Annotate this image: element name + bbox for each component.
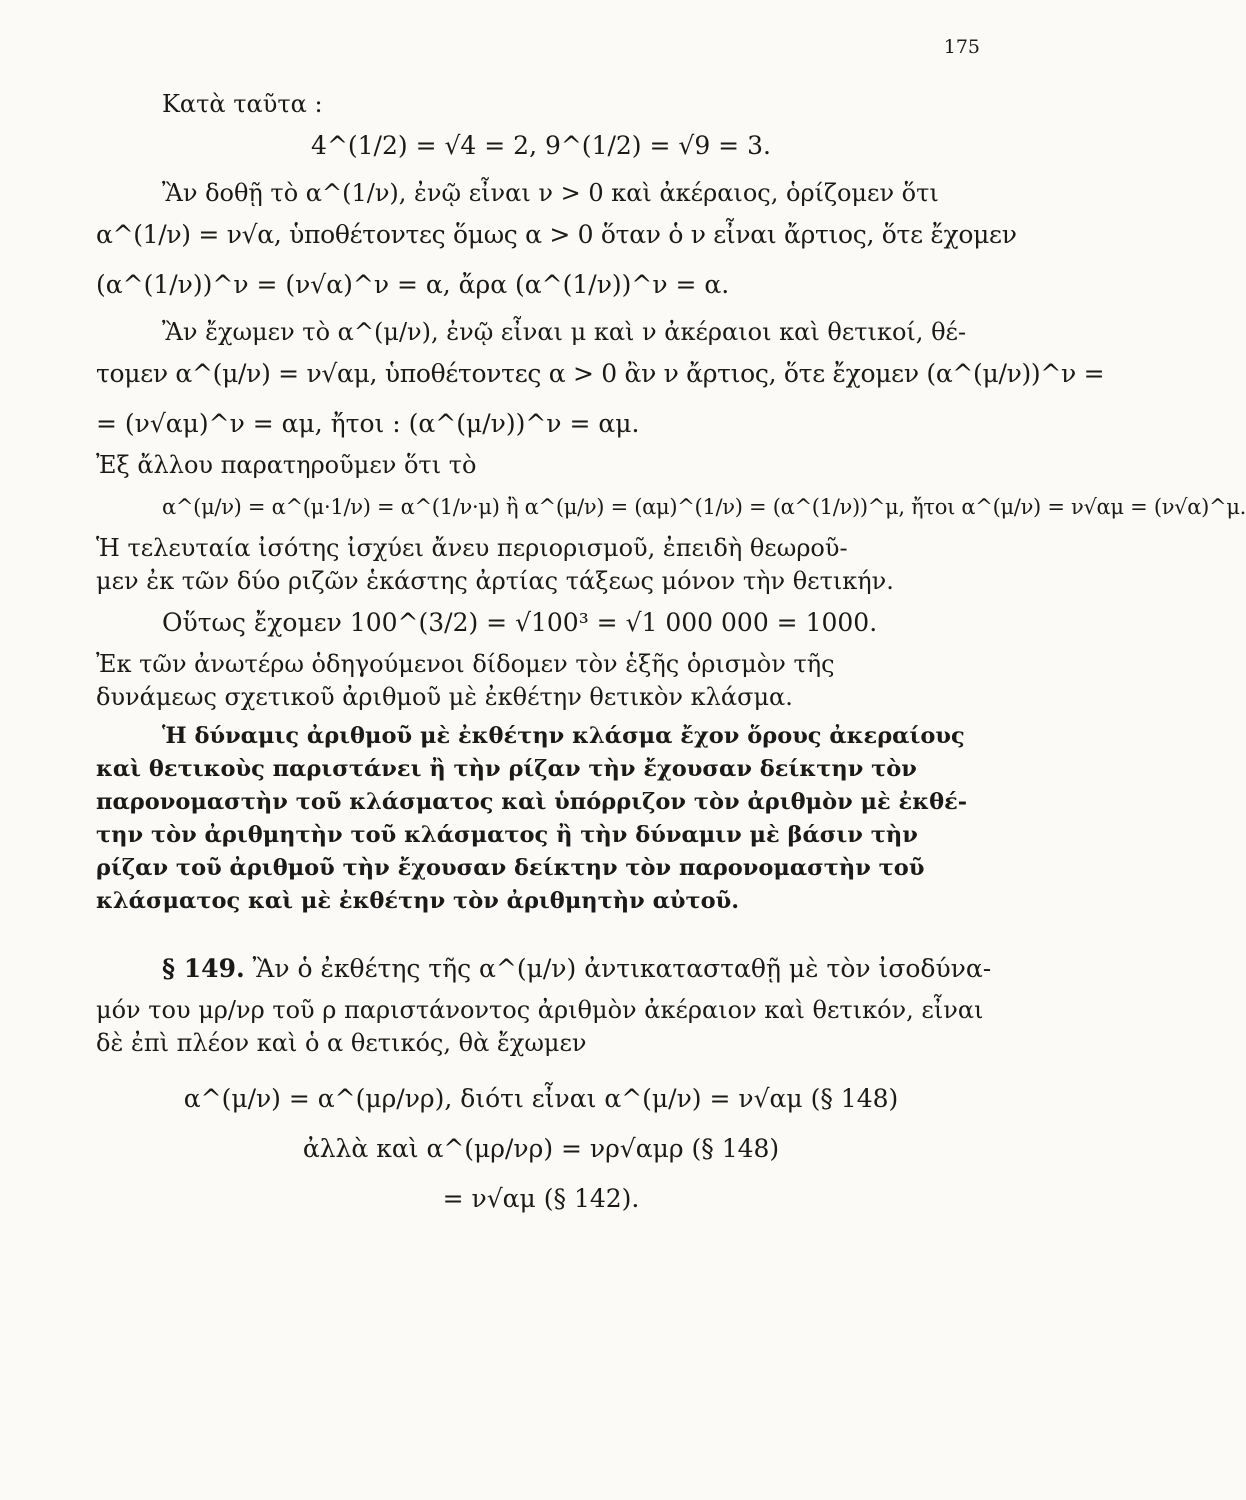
formula-line: α^(μ/ν) = α^(μ·1/ν) = α^(1/ν·μ) ἢ α^(μ/ν) = (αμ)^(1/ν) = (α^(1/ν))^μ, ἤτοι α^(μ/ν) = ν√αμ = (ν√α)^μ.	[162, 495, 1246, 519]
formula-line: = (ν√αμ)^ν = αμ, ἤτοι : (α^(μ/ν))^ν = αμ.	[96, 409, 640, 438]
text-line: μεν ἐκ τῶν δύο ριζῶν ἑκάστης ἀρτίας τάξεως μόνον τὴν θετικήν.	[96, 567, 894, 595]
section-149	[96, 944, 992, 1224]
formula-line: 4^(1/2) = √4 = 2, 9^(1/2) = √9 = 3.	[311, 131, 771, 160]
definition-line: παρονομαστὴν τοῦ κλάσματος καὶ ὑπόρριζον τὸν ἀριθμὸν μὲ ἐκθέ-	[96, 789, 968, 815]
body-text	[96, 88, 1246, 1224]
section-text: Ἂν ὁ ἐκθέτης τῆς α^(μ/ν) ἀντικατασταθῇ μὲ τὸν ἰσοδύνα-	[252, 954, 992, 983]
text-line: δυνάμεως σχετικοῦ ἀριθμοῦ μὲ ἐκθέτην θετικὸν κλάσμα.	[96, 683, 793, 711]
formula-line: α^(1/ν) = ν√α, ὑποθέτοντες ὅμως α > 0 ὅταν ὁ ν εἶναι ἄρτιος, ὅτε ἔχομεν	[96, 220, 1017, 249]
definition-line: Ἡ δύναμις ἀριθμοῦ μὲ ἐκθέτην κλάσμα ἔχον ὅρους ἀκεραίους	[162, 723, 965, 749]
definition-block	[96, 720, 986, 918]
definition-line: κλάσματος καὶ μὲ ἐκθέτην τὸν ἀριθμητὴν αὐτοῦ.	[96, 888, 740, 914]
text-line: δὲ ἐπὶ πλέον καὶ ὁ α θετικός, θὰ ἔχωμεν	[96, 1029, 587, 1057]
formula-line: (α^(1/ν))^ν = (ν√α)^ν = α, ἄρα (α^(1/ν))^ν = α.	[96, 270, 730, 299]
section-first-line	[96, 944, 992, 994]
formula-line: α^(μ/ν) = α^(μρ/νρ), διότι εἶναι α^(μ/ν) = ν√αμ (§ 148)	[183, 1084, 899, 1113]
formula-line: Οὕτως ἔχομεν 100^(3/2) = √100³ = √1 000 000 = 1000.	[162, 608, 878, 637]
text-line: Ἂν ἔχωμεν τὸ α^(μ/ν), ἐνῷ εἶναι μ καὶ ν ἀκέραιοι καὶ θετικοί, θέ-	[162, 318, 967, 346]
text-line: μόν του μρ/νρ τοῦ ρ παριστάνοντος ἀριθμὸν ἀκέραιον καὶ θετικόν, εἶναι	[96, 996, 984, 1024]
text-line: Κατὰ ταῦτα :	[162, 90, 323, 118]
text-line: Ἡ τελευταία ἰσότης ἰσχύει ἄνευ περιορισμοῦ, ἐπειδὴ θεωροῦ-	[96, 534, 848, 562]
text-line: Ἂν δοθῇ τὸ α^(1/ν), ἐνῷ εἶναι ν > 0 καὶ ἀκέραιος, ὁρίζομεν ὅτι	[162, 179, 939, 207]
text-line: Ἐκ τῶν ἀνωτέρω ὁδηγούμενοι δίδομεν τὸν ἑξῆς ὁρισμὸν τῆς	[96, 650, 835, 678]
definition-line: την τὸν ἀριθμητὴν τοῦ κλάσματος ἢ τὴν δύναμιν μὲ βάσιν τὴν	[96, 822, 918, 848]
definition-line: ρίζαν τοῦ ἀριθμοῦ τὴν ἔχουσαν δείκτην τὸν παρονομαστὴν τοῦ	[96, 855, 925, 881]
formula-line: ἀλλὰ καὶ α^(μρ/νρ) = νρ√αμρ (§ 148)	[302, 1134, 780, 1163]
formula-line: τομεν α^(μ/ν) = ν√αμ, ὑποθέτοντες α > 0 ἂν ν ἄρτιος, ὅτε ἔχομεν (α^(μ/ν))^ν =	[96, 359, 1105, 388]
definition-line: καὶ θετικοὺς παριστάνει ἢ τὴν ρίζαν τὴν ἔχουσαν δείκτην τὸν	[96, 756, 917, 782]
section-label: § 149.	[162, 954, 245, 983]
formula-line: = ν√αμ (§ 142).	[442, 1184, 640, 1213]
text-line: Ἐξ ἄλλου παρατηροῦμεν ὅτι τὸ	[96, 451, 477, 479]
page-number: 175	[943, 36, 980, 58]
